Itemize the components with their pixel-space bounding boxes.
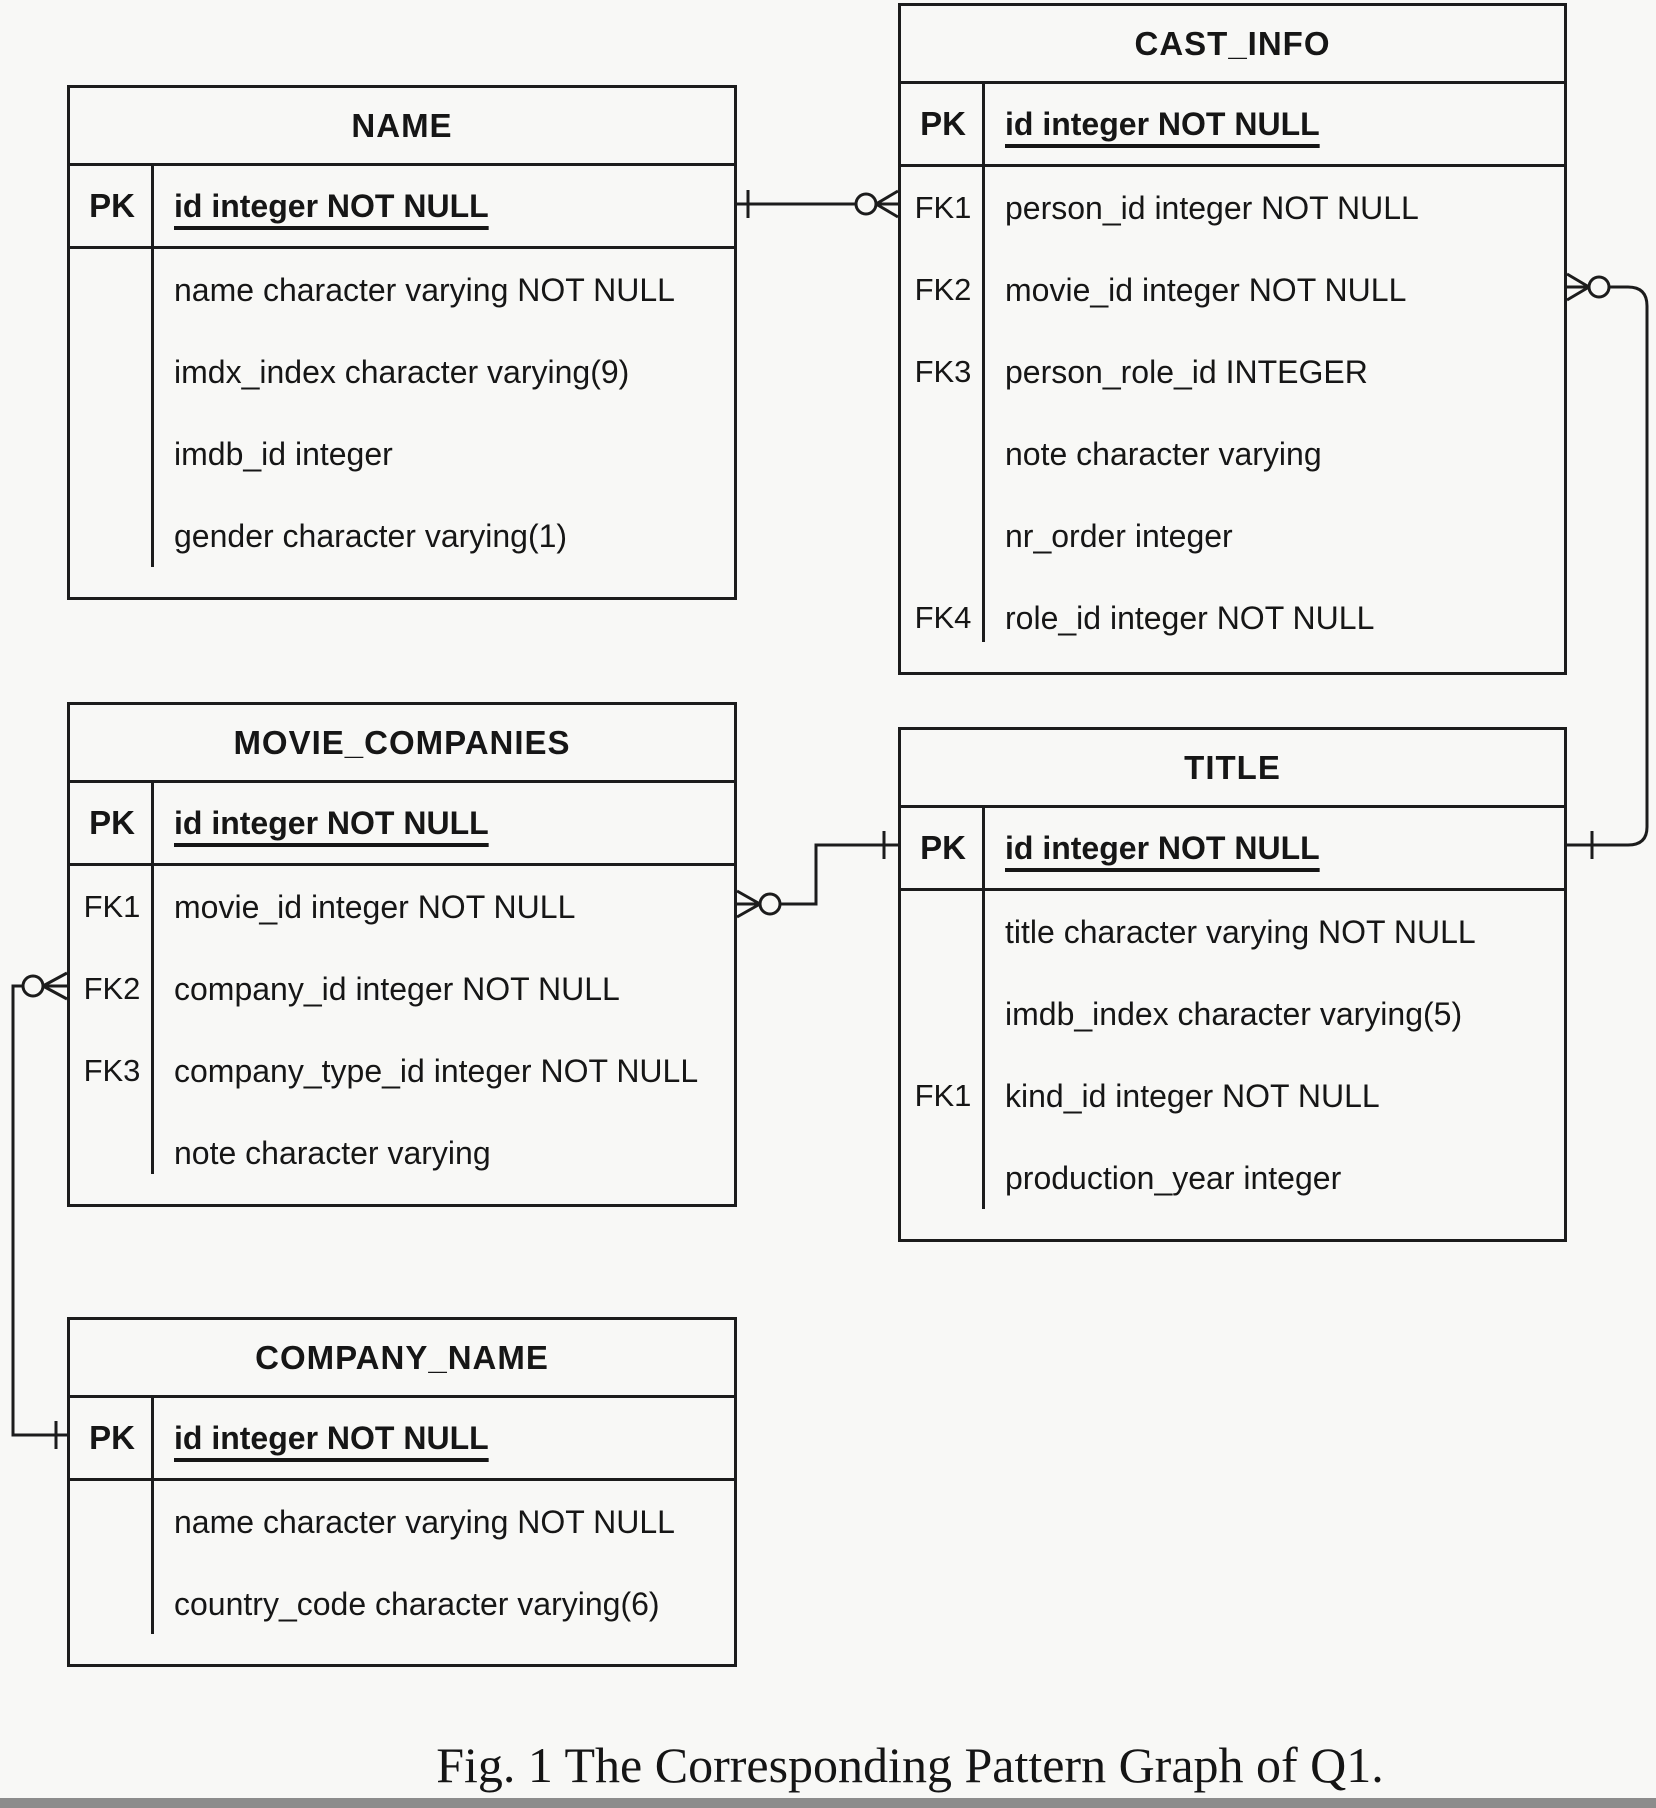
connector-line [780,845,898,904]
field-row [70,249,734,331]
field-row [70,1030,734,1112]
pk-field-text: id integer NOT NULL [174,804,489,841]
field-row [70,413,734,495]
pk-key-label: PK [920,829,966,866]
field-text: company_id integer NOT NULL [174,970,620,1007]
relationship-movie-companies-title [737,831,898,917]
field-text: role_id integer NOT NULL [1005,599,1375,636]
field-row [901,973,1564,1055]
table-title: NAME [70,88,734,166]
field-row [901,331,1564,413]
field-list [901,167,1564,659]
field-text: nr_order integer [1005,517,1233,554]
field-row [70,331,734,413]
pk-field-text: id integer NOT NULL [174,187,489,224]
field-row [901,1055,1564,1137]
figure-caption: Fig. 1 The Corresponding Pattern Graph of Q1. [436,1737,1384,1793]
relationship-name-cast-info [737,190,898,218]
field-text: imdx_index character varying(9) [174,353,630,390]
table-movie-companies [67,702,737,1207]
pk-row [70,166,734,249]
scan-edge-bar [0,1798,1656,1808]
cardinality-circle-icon [760,894,780,914]
key-column-divider [151,1398,154,1634]
field-row [901,1137,1564,1219]
relationship-movie-companies-company-name [13,973,67,1449]
table-name [67,85,737,600]
field-row [901,413,1564,495]
pk-field-text: id integer NOT NULL [174,1419,489,1456]
field-row [901,891,1564,973]
field-row [70,948,734,1030]
field-row [901,167,1564,249]
field-list [70,249,734,577]
field-text: title character varying NOT NULL [1005,913,1476,950]
field-row [70,1481,734,1563]
pk-field-text: id integer NOT NULL [1005,829,1320,866]
field-row [901,249,1564,331]
field-text: imdb_id integer [174,435,393,472]
field-text: name character varying NOT NULL [174,271,675,308]
table-cast-info [898,3,1567,675]
table-title: TITLE [901,730,1564,808]
field-text: kind_id integer NOT NULL [1005,1077,1380,1114]
field-key-label: FK2 [83,971,141,1006]
table-title-entity [898,727,1567,1242]
crow-foot-icon [876,191,898,217]
field-row [901,577,1564,659]
field-text: name character varying NOT NULL [174,1503,675,1540]
field-key-label: FK2 [914,272,972,307]
field-text: company_type_id integer NOT NULL [174,1052,699,1089]
pk-key-label: PK [920,105,966,142]
field-key-label: FK4 [914,600,972,635]
pk-row [70,1398,734,1481]
pk-row [901,84,1564,167]
relationship-cast-info-title [1567,274,1647,859]
table-company-name [67,1317,737,1667]
field-text: note character varying [174,1134,491,1171]
pk-row [901,808,1564,891]
field-text: movie_id integer NOT NULL [174,888,576,925]
field-row [70,1563,734,1645]
key-column-divider [982,84,985,642]
field-text: person_role_id INTEGER [1005,353,1368,390]
field-row [901,495,1564,577]
pk-row [70,783,734,866]
table-title: COMPANY_NAME [70,1320,734,1398]
key-column-divider [151,783,154,1174]
table-title: CAST_INFO [901,6,1564,84]
connector-line [13,986,67,1435]
field-key-label: FK3 [83,1053,141,1088]
cardinality-circle-icon [856,194,876,214]
field-key-label: FK1 [914,1078,972,1113]
field-key-label: FK1 [83,889,141,924]
field-text: movie_id integer NOT NULL [1005,271,1407,308]
field-row [70,495,734,577]
field-key-label: FK1 [914,190,972,225]
field-list [901,891,1564,1219]
field-key-label: FK3 [914,354,972,389]
key-column-divider [151,166,154,567]
cardinality-circle-icon [23,976,43,996]
field-text: note character varying [1005,435,1322,472]
cardinality-circle-icon [1589,277,1609,297]
pk-field-text: id integer NOT NULL [1005,105,1320,142]
field-text: person_id integer NOT NULL [1005,189,1419,226]
pk-key-label: PK [89,804,135,841]
field-text: country_code character varying(6) [174,1585,660,1622]
connector-line [1567,287,1647,845]
field-list [70,866,734,1194]
key-column-divider [982,808,985,1209]
pk-key-label: PK [89,187,135,224]
field-text: production_year integer [1005,1159,1342,1196]
table-title: MOVIE_COMPANIES [70,705,734,783]
crow-foot-icon [1567,274,1589,300]
field-text: imdb_index character varying(5) [1005,995,1463,1032]
crow-foot-icon [737,891,760,917]
crow-foot-icon [43,973,67,999]
field-text: gender character varying(1) [174,517,568,554]
field-row [70,866,734,948]
field-row [70,1112,734,1194]
field-list [70,1481,734,1645]
pk-key-label: PK [89,1419,135,1456]
